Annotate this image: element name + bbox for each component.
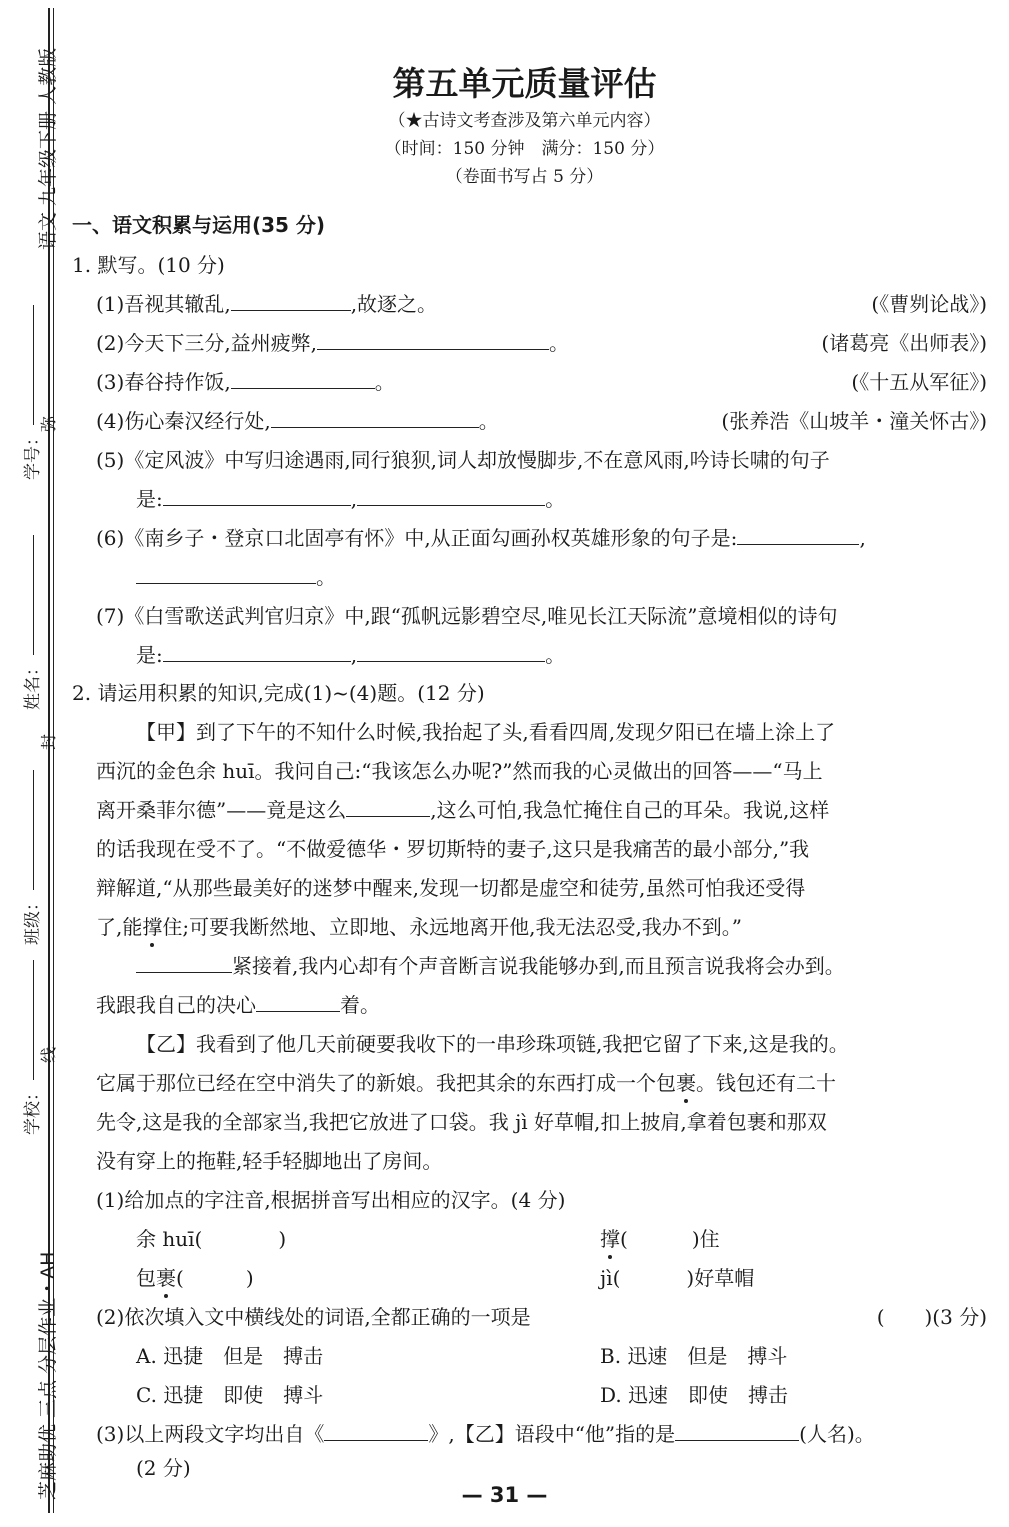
subq-2-score: ( )(3 分) — [876, 1305, 987, 1329]
passage-yi-line: 它属于那位已经在空中消失了的新娘。我把其余的东西打成一个包裹。钱包还有二十 — [96, 1071, 836, 1095]
time-score: （时间：150 分钟 满分：150 分） — [384, 139, 665, 159]
section-heading: 一、语文积累与运用(35 分) — [72, 213, 326, 237]
q1-item-7: (7)《白雪歌送武判官归京》中,跟“孤帆远影碧空尽,唯见长江天际流”意境相似的诗句 — [96, 604, 838, 628]
answer-blank[interactable] — [136, 563, 316, 584]
passage-jia-line: 了,能撑住;可要我断然地、立即地、永远地离开他,我无法忍受,我办不到。” — [96, 915, 743, 939]
subq-1-a: 余 huī( ) — [136, 1227, 287, 1251]
passage-jia-line: 的话我现在受不了。“不做爱德华・罗切斯特的妻子,这只是我痛苦的最小部分,”我 — [96, 837, 810, 861]
q2-stem: 2. 请运用积累的知识,完成(1)~(4)题。(12 分) — [72, 681, 485, 705]
handwriting-note: （卷面书写占 5 分） — [445, 167, 604, 187]
brand-label: 芝麻助优 三点 分层作业・AH — [37, 1251, 59, 1500]
passage-jia-line: 西沉的金色余 huī。我问自己:“我该怎么办呢?”然而我的心灵做出的回答——“马上 — [96, 759, 823, 783]
q1-stem: 1. 默写。(10 分) — [72, 253, 225, 277]
dotted-char: 撑 — [142, 915, 163, 939]
q1-item-5: (5)《定风波》中写归途遇雨,同行狼狈,词人却放慢脚步,不在意风雨,吟诗长啸的句子 — [96, 448, 830, 472]
school-label: 学校： — [23, 1084, 43, 1135]
option-c[interactable]: C. 迅捷 即使 搏斗 — [136, 1383, 324, 1407]
q1-item-3: (3)春谷持作饭, 。 — [96, 370, 395, 394]
q1-item-6-cont: 。 — [136, 561, 336, 590]
q1-item-7-answer: 是: , 。 — [136, 643, 566, 667]
passage-jia-line: 【甲】到了下午的不知什么时候,我抬起了头,看看四周,发现夕阳已在墙上涂上了 — [136, 720, 836, 744]
subq-1: (1)给加点的字注音,根据拼音写出相应的汉字。(4 分) — [96, 1188, 566, 1212]
page-title: 第五单元质量评估 — [392, 64, 657, 103]
q1-item-2: (2)今天下三分,益州疲弊, 。 — [96, 331, 570, 355]
dotted-char: 裹 — [676, 1071, 696, 1095]
answer-blank[interactable] — [136, 952, 232, 973]
name-label: 姓名： — [23, 659, 43, 710]
class-field — [18, 770, 43, 945]
id-blank — [32, 305, 34, 425]
class-blank — [32, 770, 34, 890]
q1-item-6: (6)《南乡子・登京口北固亭有怀》中,从正面勾画孙权英雄形象的句子是: , — [96, 526, 866, 550]
answer-blank[interactable] — [357, 641, 545, 662]
class-label: 班级： — [23, 894, 43, 945]
answer-blank[interactable] — [317, 329, 549, 350]
subq-1-d: jì( )好草帽 — [600, 1266, 755, 1290]
id-field — [18, 305, 43, 480]
answer-blank[interactable] — [346, 796, 430, 817]
series-label: 语文 九年级下册 人教版 — [37, 47, 59, 250]
page-number: — 31 — — [461, 1483, 548, 1507]
passage-jia-line: 我跟我自己的决心 着。 — [96, 993, 380, 1017]
school-blank — [32, 960, 34, 1080]
answer-blank[interactable] — [163, 485, 351, 506]
answer-blank[interactable] — [675, 1420, 799, 1441]
passage-yi-line: 先令,这是我的全部家当,我把它放进了口袋。我 jì 好草帽,扣上披肩,拿着包裹和那双 — [96, 1110, 827, 1134]
passage-yi-line: 没有穿上的拖鞋,轻手轻脚地出了房间。 — [96, 1149, 443, 1173]
dotted-char: 裹 — [156, 1266, 176, 1290]
cut-mark-mi: 弥 — [39, 415, 58, 432]
cut-mark-xian: 线 — [39, 1046, 58, 1063]
passage-jia-line: 紧接着,我内心却有个声音断言说我能够办到,而且预言说我将会办到。 — [136, 950, 845, 979]
answer-blank[interactable] — [737, 524, 859, 545]
q1-item-1: (1)吾视其辙乱, ,故逐之。 — [96, 292, 438, 316]
q1-item-2-source: (诸葛亮《出师表》) — [821, 331, 987, 355]
q1-item-4-source: (张养浩《山坡羊・潼关怀古》) — [721, 409, 987, 433]
subq-3-score: (2 分) — [136, 1456, 191, 1480]
subq-3: (3)以上两段文字均出自《 》,【乙】语段中“他”指的是 (人名)。 — [96, 1422, 875, 1446]
subq-1-c: 包裹( ) — [136, 1266, 254, 1290]
answer-blank[interactable] — [256, 991, 340, 1012]
subq-1-b: 撑( )住 — [600, 1227, 720, 1251]
dotted-char: 撑 — [600, 1227, 620, 1251]
passage-jia-line: 离开桑菲尔德”——竟是这么 ,这么可怕,我急忙掩住自己的耳朵。我说,这样 — [96, 798, 830, 822]
passage-yi-line: 【乙】我看到了他几天前硬要我收下的一串珍珠项链,我把它留了下来,这是我的。 — [136, 1032, 849, 1056]
answer-blank[interactable] — [231, 368, 375, 389]
q1-item-1-source: (《曹刿论战》) — [871, 292, 987, 316]
scope-note: （★古诗文考查涉及第六单元内容） — [388, 111, 661, 131]
cut-mark-feng: 封 — [39, 733, 58, 750]
answer-blank[interactable] — [231, 290, 351, 311]
answer-blank[interactable] — [271, 407, 479, 428]
answer-blank[interactable] — [324, 1420, 428, 1441]
option-b[interactable]: B. 迅速 但是 搏斗 — [600, 1344, 788, 1368]
id-label: 学号： — [23, 429, 43, 480]
subq-2: (2)依次填入文中横线处的词语,全都正确的一项是 — [96, 1305, 531, 1329]
q1-item-4: (4)伤心秦汉经行处, 。 — [96, 409, 499, 433]
answer-blank[interactable] — [163, 641, 351, 662]
passage-jia-line: 辩解道,“从那些最美好的迷梦中醒来,发现一切都是虚空和徒劳,虽然可怕我还受得 — [96, 876, 806, 900]
name-blank — [32, 535, 34, 655]
option-a[interactable]: A. 迅捷 但是 搏击 — [136, 1344, 324, 1368]
q1-item-5-answer: 是: , 。 — [136, 487, 566, 511]
option-d[interactable]: D. 迅速 即使 搏击 — [600, 1383, 789, 1407]
q1-item-3-source: (《十五从军征》) — [851, 370, 987, 394]
name-field — [18, 535, 43, 710]
answer-blank[interactable] — [357, 485, 545, 506]
